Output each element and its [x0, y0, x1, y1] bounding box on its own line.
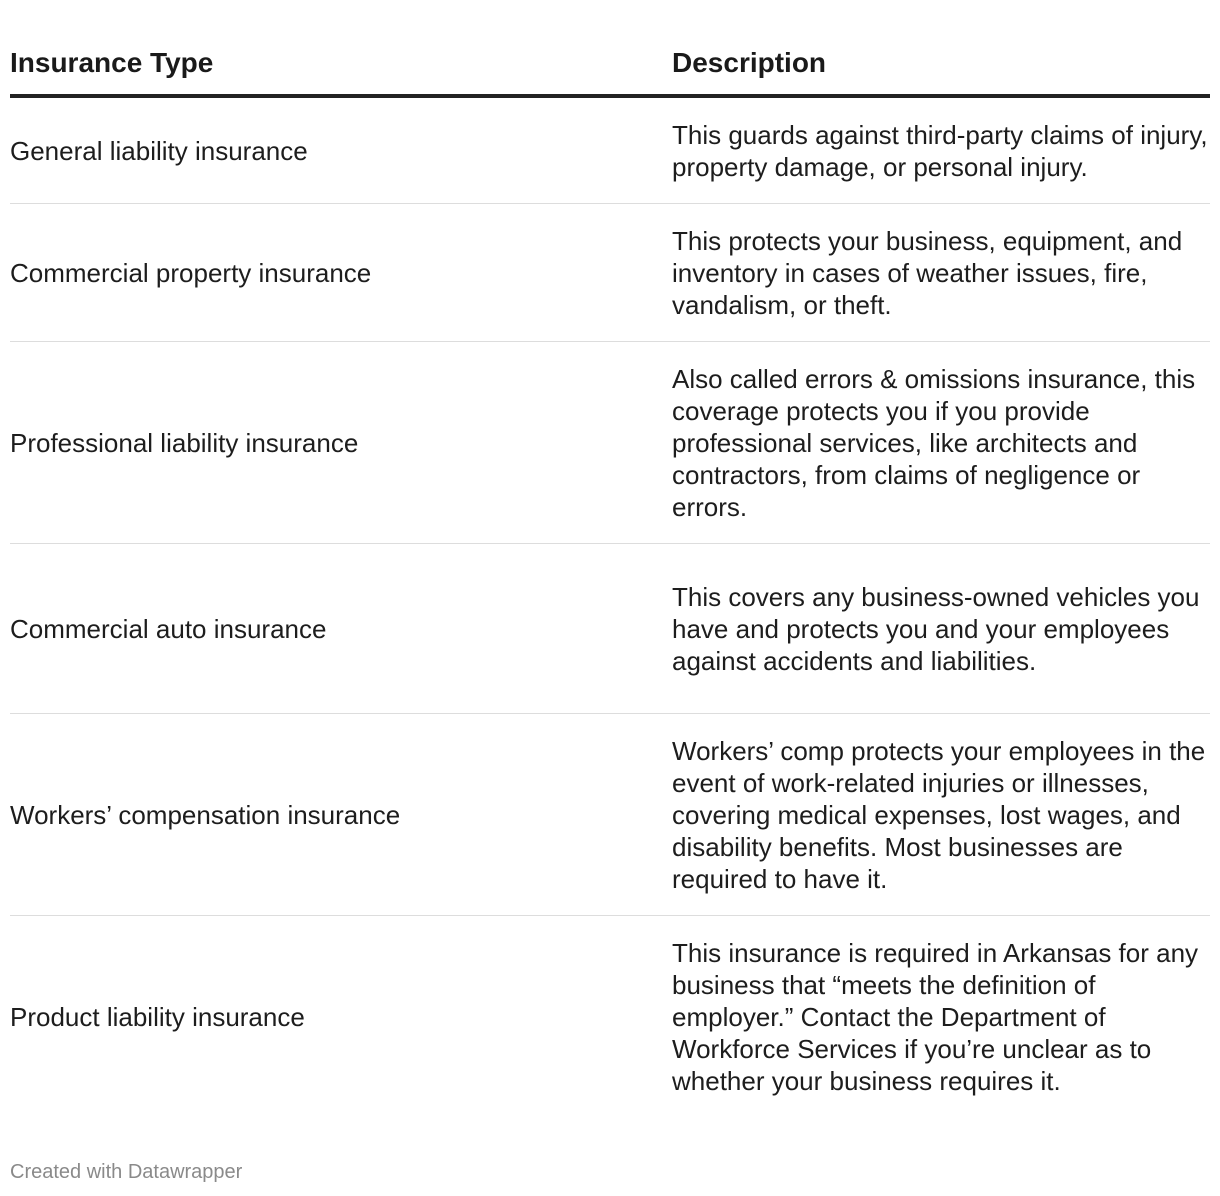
- insurance-table: [10, 40, 1210, 1118]
- cell-insurance-type: Workers’ compensation insurance: [10, 799, 401, 830]
- header-description: Description: [672, 47, 827, 78]
- table-row: [10, 714, 1210, 916]
- cell-insurance-type: General liability insurance: [10, 135, 308, 166]
- table-row: [10, 916, 1210, 1118]
- cell-insurance-type: Product liability insurance: [10, 1002, 305, 1032]
- cell-insurance-type: Professional liability insurance: [10, 427, 359, 458]
- cell-insurance-type: Commercial property insurance: [10, 257, 372, 288]
- table-header-row: [10, 40, 1210, 98]
- table-row: [10, 204, 1210, 342]
- cell-description: This insurance is required in Arkansas for any business that “meets the definition of employer.” Contact the Department of Workforce Services if you’re unclear as to whether your business requires it.: [672, 938, 1199, 1096]
- cell-description: Workers’ comp protects your employees in the event of work-related injuries or illnesses, covering medical expenses, lost wages, and disability benefits. Most businesses are required to have it.: [672, 735, 1206, 894]
- cell-insurance-type: Commercial auto insurance: [10, 613, 327, 644]
- cell-description: This guards against third-party claims of injury, property damage, or personal injury.: [672, 119, 1208, 182]
- table-row: [10, 544, 1210, 714]
- table-row: [10, 342, 1210, 544]
- datawrapper-credit: Created with Datawrapper: [10, 1161, 243, 1183]
- cell-description: Also called errors & omissions insurance, this coverage protects you if you provide professional services, like architects and contractors, from claims of negligence or errors.: [672, 363, 1196, 522]
- cell-description: This protects your business, equipment, and inventory in cases of weather issues, fire, vandalism, or theft.: [672, 225, 1183, 320]
- cell-description: This covers any business-owned vehicles you have and protects you and your employees against accidents and liabilities.: [672, 581, 1200, 676]
- header-insurance-type: Insurance Type: [10, 47, 214, 78]
- table-row: [10, 98, 1210, 204]
